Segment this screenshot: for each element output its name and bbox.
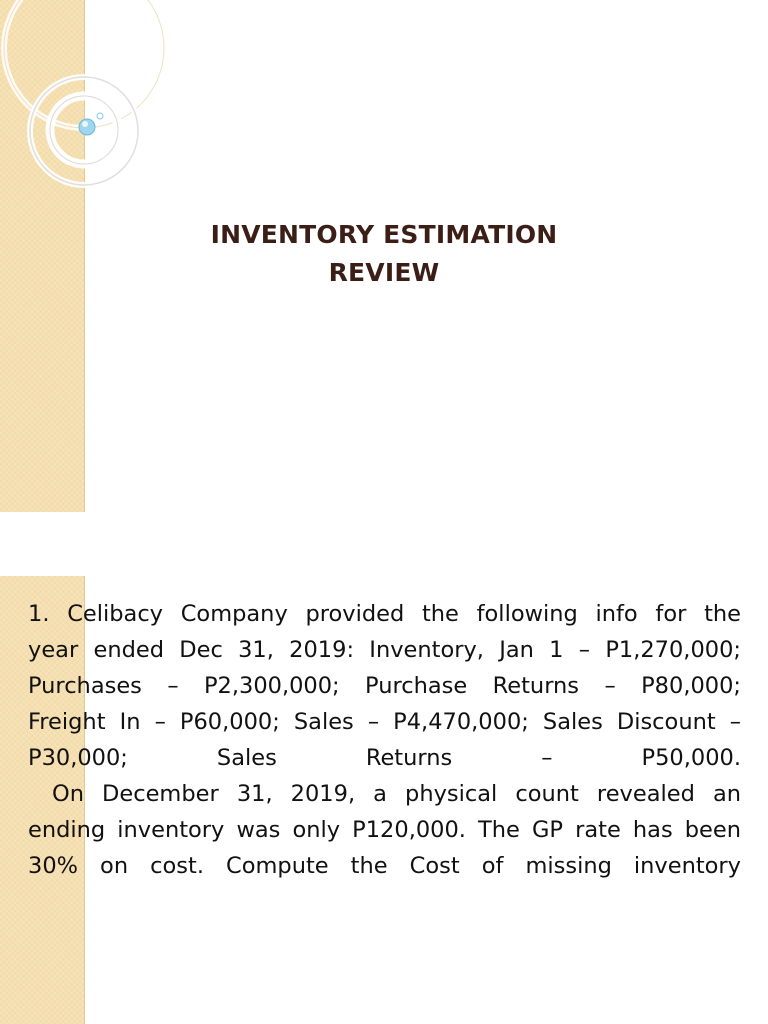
slide-title — [84, 216, 684, 292]
problem-line: 1. Celibacy Company provided the following info for the — [28, 601, 741, 627]
problem-line: year ended Dec 31, 2019: Inventory, Jan 1 – P1,270,000; — [28, 637, 741, 663]
problem-line: Freight In – P60,000; Sales – P4,470,000; Sales Discount – — [28, 709, 741, 735]
title-line-1: INVENTORY ESTIMATION — [210, 220, 558, 249]
bubble-icon — [79, 119, 95, 135]
slide-gap — [0, 512, 768, 576]
problem-line: P30,000; Sales Returns – P50,000. — [28, 745, 741, 771]
problem-line: On December 31, 2019, a physical count revealed an — [52, 781, 741, 807]
problem-text — [28, 596, 741, 884]
decorative-circles — [0, 0, 200, 220]
problem-line: Purchases – P2,300,000; Purchase Returns – P80,000; — [28, 673, 741, 699]
problem-slide — [0, 576, 768, 1024]
title-line-2: REVIEW — [328, 258, 440, 287]
problem-line: 30% on cost. Compute the Cost of missing inventory — [28, 853, 741, 879]
problem-line: ending inventory was only P120,000. The GP rate has been — [28, 817, 741, 843]
